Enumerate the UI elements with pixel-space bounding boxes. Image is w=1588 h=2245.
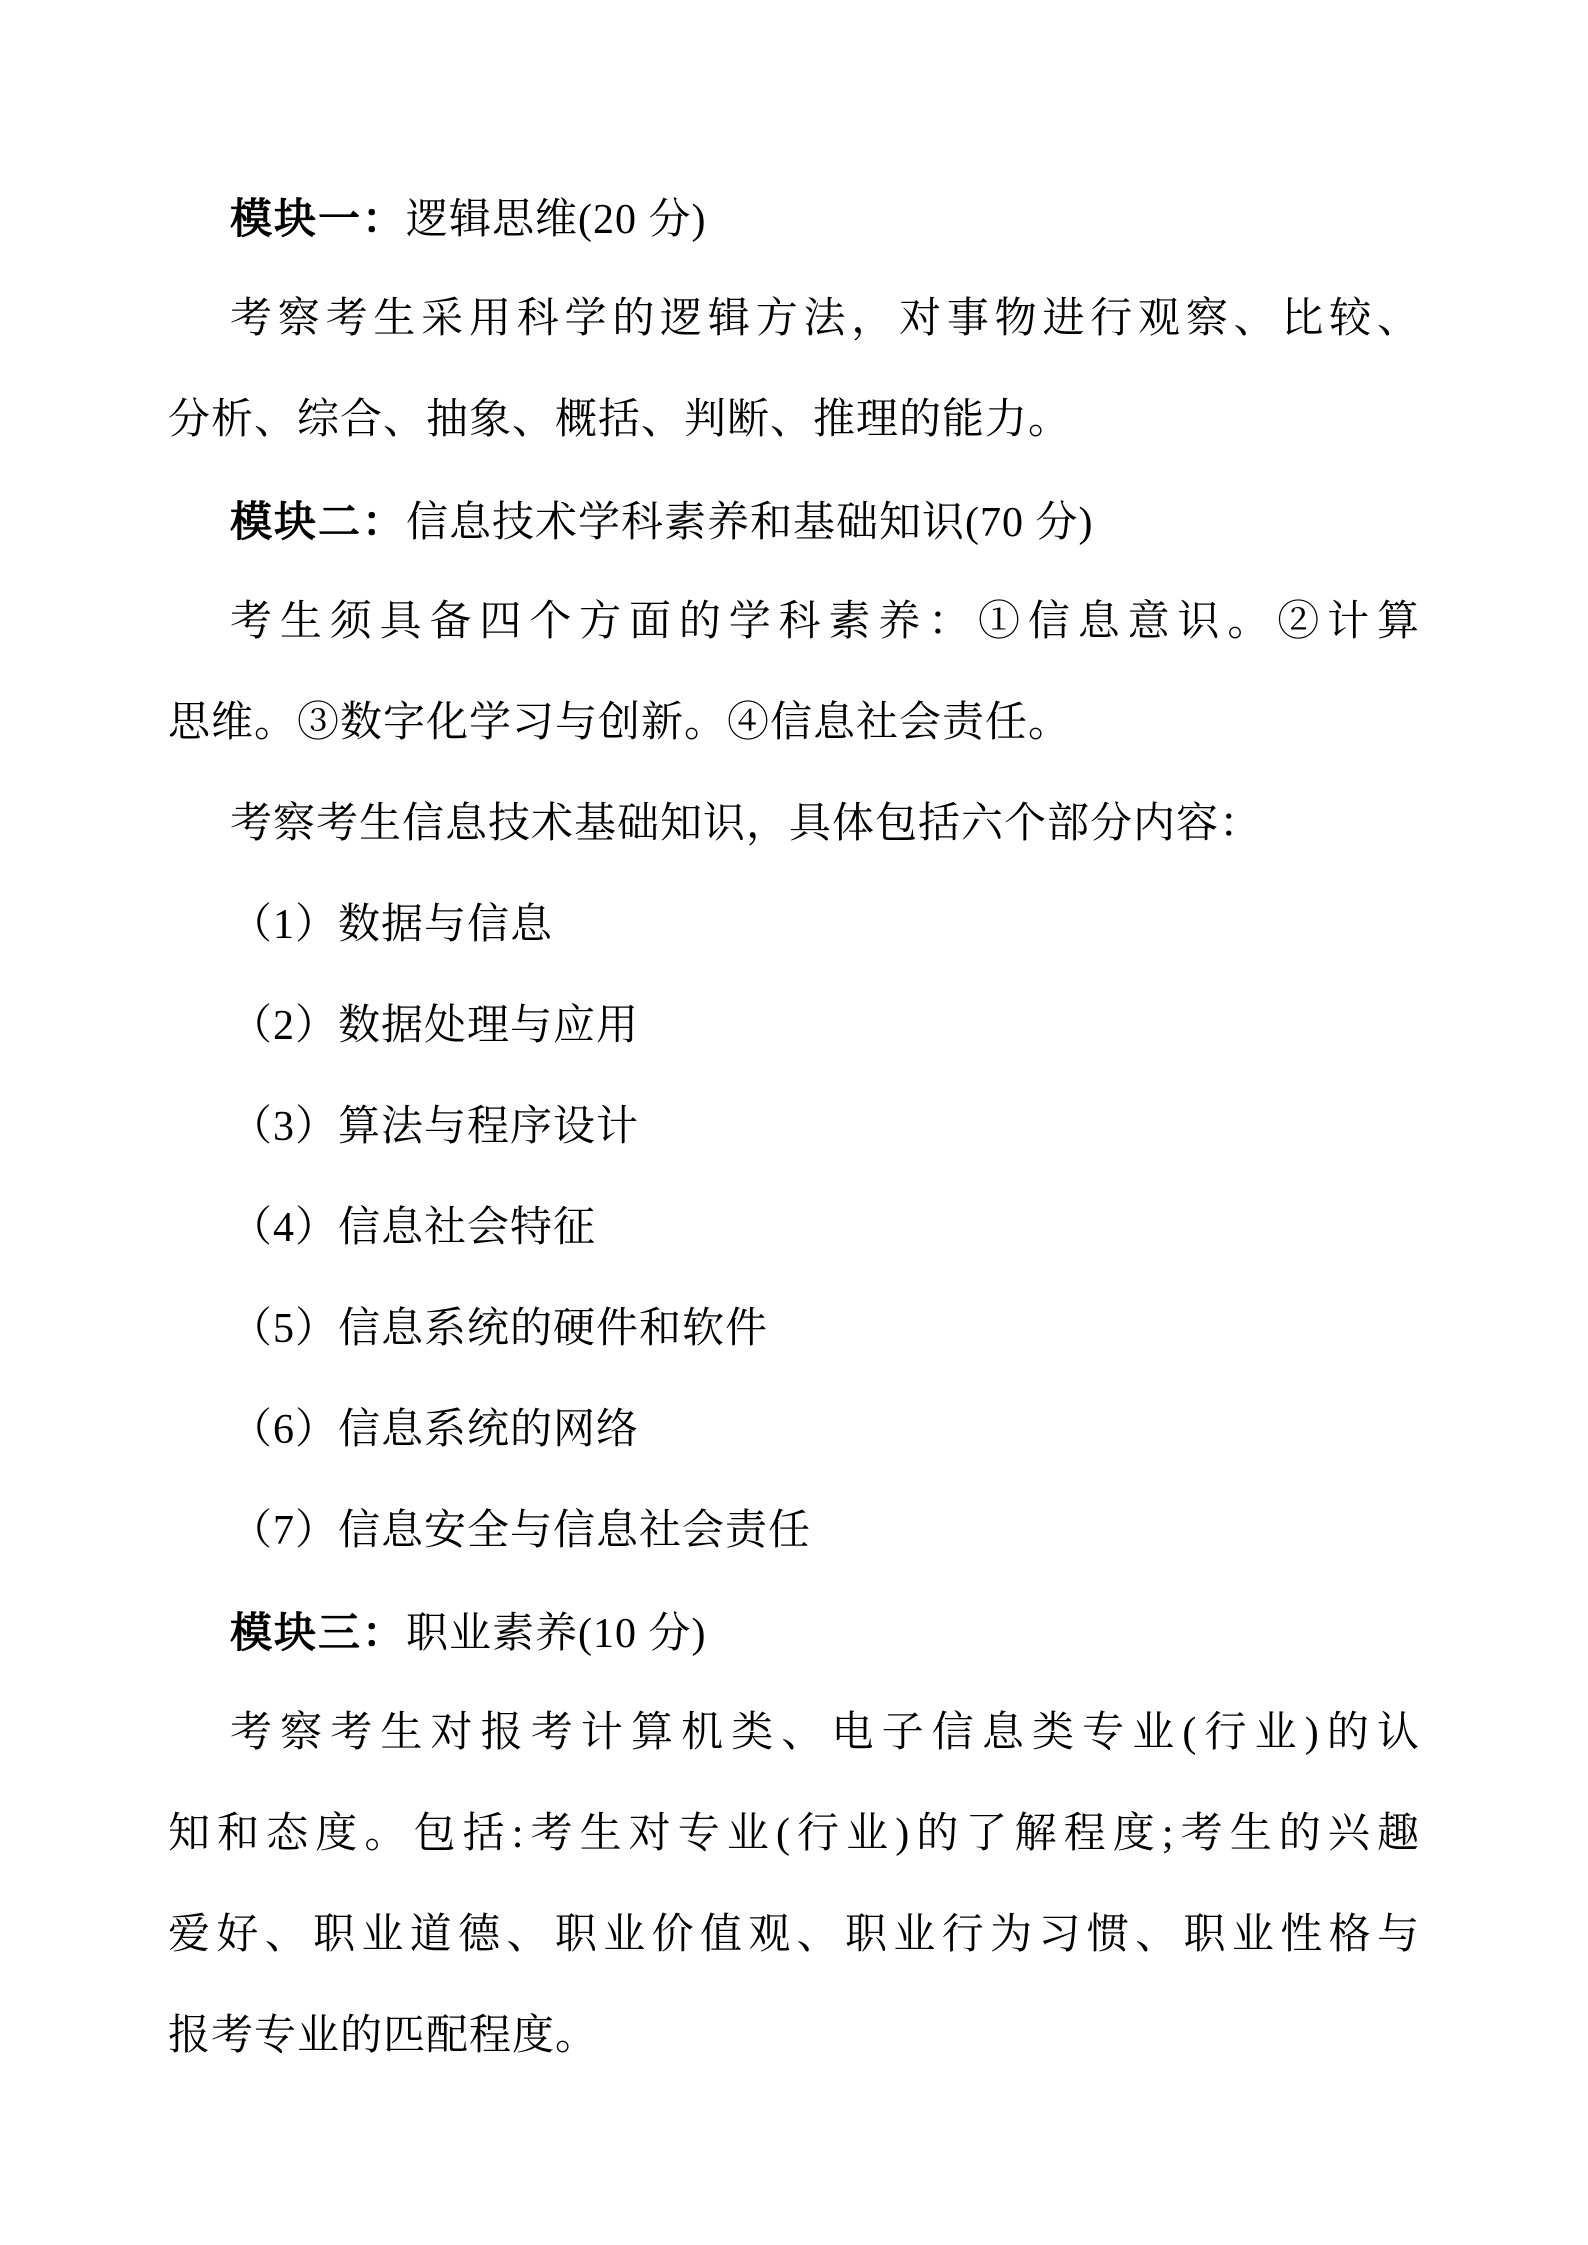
paragraph-text: 考察考生信息技术基础知识，具体包括六个部分内容： (230, 801, 1263, 847)
paragraph-line (168, 572, 1420, 673)
paragraph-line (168, 1885, 1420, 1986)
list-item-text: （5）信息系统的硬件和软件 (230, 1306, 769, 1352)
module-1-title: 逻辑思维(20 分) (406, 197, 707, 243)
paragraph-text: 知和态度。包括:考生对专业(行业)的了解程度;考生的兴趣 (168, 1811, 1420, 1857)
paragraph-line (168, 774, 1420, 875)
document-content (168, 168, 1420, 2087)
paragraph-text: 思维。③数字化学习与创新。④信息社会责任。 (168, 700, 1072, 746)
module-3-title: 职业素养(10 分) (406, 1611, 707, 1657)
list-item-6 (168, 1380, 1420, 1481)
module-1-heading (168, 168, 1420, 269)
module-3-heading (168, 1582, 1420, 1683)
module-1-label: 模块一： (230, 195, 407, 242)
module-2-title: 信息技术学科素养和基础知识(70 分) (406, 500, 1094, 546)
paragraph-text: 分析、综合、抽象、概括、判断、推理的能力。 (168, 397, 1072, 443)
paragraph-text: 爱好、职业道德、职业价值观、职业行为习惯、职业性格与 (168, 1912, 1420, 1958)
paragraph-line (168, 673, 1420, 774)
paragraph-text: 考察考生对报考计算机类、电子信息类专业(行业)的认 (230, 1710, 1420, 1756)
list-item-3 (168, 1077, 1420, 1178)
paragraph-text: 报考专业的匹配程度。 (168, 2013, 599, 2059)
list-item-7 (168, 1481, 1420, 1582)
list-item-text: （6）信息系统的网络 (230, 1407, 640, 1453)
paragraph-line (168, 1986, 1420, 2087)
paragraph-line (168, 269, 1420, 370)
paragraph-text: 考生须具备四个方面的学科素养：①信息意识。②计算 (230, 599, 1420, 645)
list-item-text: （4）信息社会特征 (230, 1205, 597, 1251)
module-2-heading (168, 471, 1420, 572)
paragraph-line (168, 370, 1420, 471)
list-item-1 (168, 875, 1420, 976)
module-2-label: 模块二： (230, 498, 407, 545)
list-item-text: （7）信息安全与信息社会责任 (230, 1508, 812, 1554)
paragraph-line (168, 1784, 1420, 1885)
paragraph-text: 考察考生采用科学的逻辑方法，对事物进行观察、比较、 (230, 296, 1420, 342)
list-item-5 (168, 1279, 1420, 1380)
module-3-label: 模块三： (230, 1609, 407, 1656)
list-item-4 (168, 1178, 1420, 1279)
list-item-text: （3）算法与程序设计 (230, 1104, 640, 1150)
paragraph-line (168, 1683, 1420, 1784)
list-item-text: （2）数据处理与应用 (230, 1003, 640, 1049)
list-item-text: （1）数据与信息 (230, 902, 554, 948)
list-item-2 (168, 976, 1420, 1077)
